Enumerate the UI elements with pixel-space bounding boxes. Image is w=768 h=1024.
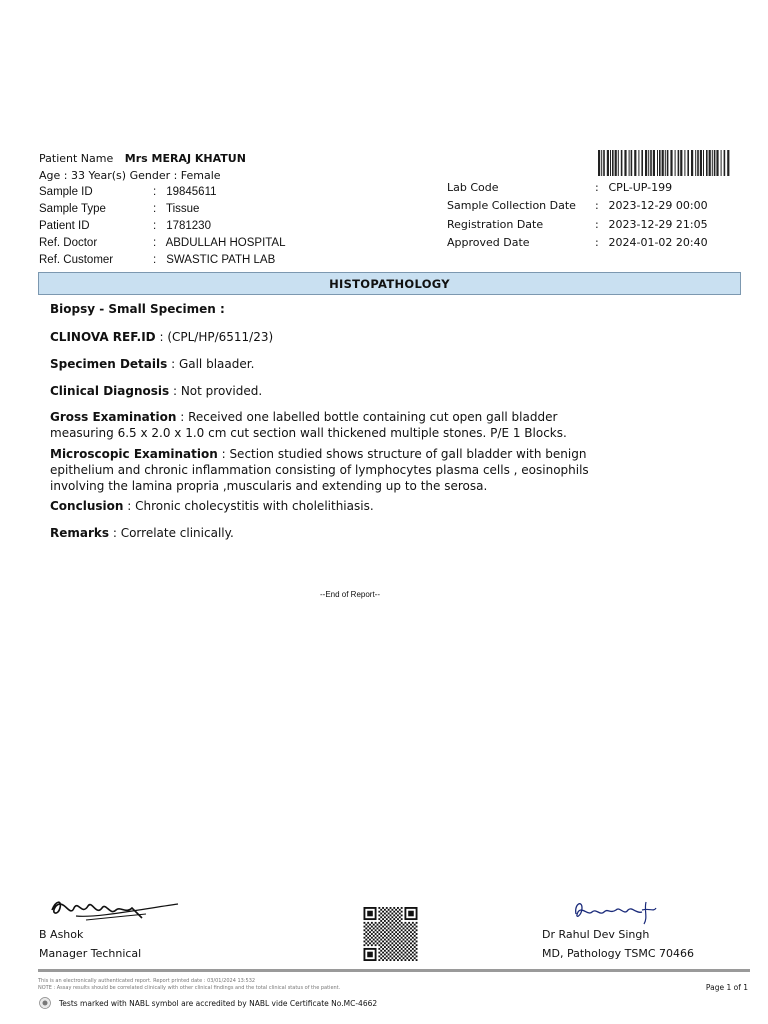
lab-value: 2024-01-02 20:40: [608, 236, 708, 249]
end-of-report: --End of Report--: [319, 590, 381, 599]
detail-value: 1781230: [166, 220, 211, 232]
lab-row: Registration Date : 2023-12-29 21:05: [447, 218, 708, 231]
patient-name: Mrs MERAJ KHATUN: [124, 152, 246, 165]
specimen-row: [50, 356, 650, 372]
gross-label: Gross Examination: [50, 410, 177, 424]
remarks-label: Remarks: [50, 526, 110, 540]
gross-row: [50, 409, 620, 441]
left-signature-image: [46, 896, 182, 924]
lab-label: Lab Code: [447, 181, 499, 194]
lab-row: Approved Date : 2024-01-02 20:40: [447, 236, 708, 249]
lab-label: Approved Date: [447, 236, 530, 249]
right-signatory-title: MD, Pathology TSMC 70466: [542, 947, 694, 960]
remarks-row: [50, 525, 650, 541]
detail-label: Sample ID: [39, 186, 93, 198]
barcode: [598, 150, 730, 176]
lab-row: Lab Code : CPL-UP-199: [447, 181, 673, 194]
patient-name-row: [39, 152, 246, 165]
detail-label: Ref. Doctor: [39, 237, 98, 249]
qr-code: [362, 907, 419, 961]
ref-id-row: [50, 329, 650, 345]
detail-label: Patient ID: [39, 220, 90, 232]
conclusion-value: : Chronic cholecystitis with cholelithiasis.: [123, 499, 374, 513]
right-signature-image: [570, 896, 662, 926]
lab-row: Sample Collection Date : 2023-12-29 00:00: [447, 199, 708, 212]
detail-label: Sample Type: [39, 203, 106, 215]
nabl-note: Tests marked with NABL symbol are accredited by NABL vide Certificate No.MC-4662: [59, 999, 378, 1008]
footer-note-1: This is an electronically authenticated report. Report printed date : 03/01/2024 13:532: [38, 978, 256, 984]
right-signatory-name: Dr Rahul Dev Singh: [542, 928, 650, 941]
ref-id-value: : (CPL/HP/6511/23): [155, 330, 274, 344]
lab-label: Sample Collection Date: [447, 199, 576, 212]
detail-row: Ref. Customer : SWASTIC PATH LAB: [39, 254, 276, 266]
micro-row: [50, 446, 590, 494]
clinical-row: [50, 383, 650, 399]
patient-name-label: Patient Name: [39, 152, 114, 165]
conclusion-row: [50, 498, 650, 514]
biopsy-heading: [50, 301, 650, 317]
detail-row: Patient ID : 1781230: [39, 220, 211, 232]
footer-divider: [38, 969, 750, 972]
left-signatory-title: Manager Technical: [39, 947, 142, 960]
specimen-label: Specimen Details: [50, 357, 168, 371]
detail-row: Ref. Doctor : ABDULLAH HOSPITAL: [39, 237, 286, 249]
detail-row: Sample Type : Tissue: [39, 203, 200, 215]
detail-label: Ref. Customer: [39, 254, 114, 266]
lab-value: CPL-UP-199: [608, 181, 673, 194]
micro-label: Microscopic Examination: [50, 447, 218, 461]
remarks-value: : Correlate clinically.: [109, 526, 234, 540]
micro-value: : Section studied shows structure of gall bladder with benign epithelium and chronic inflammation consisting of lymphocytes plasma cells , eosinophils involving the lamina propria ,muscularis and extending up to the serosa.: [50, 447, 589, 493]
ref-id-label: CLINOVA REF.ID: [50, 330, 156, 344]
lab-label: Registration Date: [447, 218, 544, 231]
detail-value: SWASTIC PATH LAB: [166, 254, 276, 266]
lab-value: 2023-12-29 00:00: [608, 199, 708, 212]
page-number: Page 1 of 1: [705, 983, 748, 992]
detail-value: Tissue: [166, 203, 200, 215]
footer-note-2: NOTE : Assay results should be correlated clinically with other clinical findings and the total clinical status of the patient.: [38, 985, 341, 991]
conclusion-label: Conclusion: [50, 499, 124, 513]
clinical-label: Clinical Diagnosis: [50, 384, 170, 398]
detail-row: Sample ID : 19845611: [39, 186, 217, 198]
lab-value: 2023-12-29 21:05: [608, 218, 708, 231]
biopsy-label: Biopsy - Small Specimen :: [50, 302, 225, 316]
detail-value: ABDULLAH HOSPITAL: [165, 237, 286, 249]
age-gender: Age : 33 Year(s) Gender : Female: [39, 169, 221, 182]
gross-value: : Received one labelled bottle containing cut open gall bladder measuring 6.5 x 2.0 x 1.0 cm cut section wall thickened multiple stones. P/E 1 Blocks.: [50, 410, 567, 440]
nabl-icon: [39, 997, 51, 1009]
clinical-value: : Not provided.: [169, 384, 263, 398]
specimen-value: : Gall blaader.: [167, 357, 255, 371]
section-title-bar: HISTOPATHOLOGY: [38, 272, 741, 295]
left-signatory-name: B Ashok: [39, 928, 84, 941]
detail-value: 19845611: [166, 186, 217, 198]
